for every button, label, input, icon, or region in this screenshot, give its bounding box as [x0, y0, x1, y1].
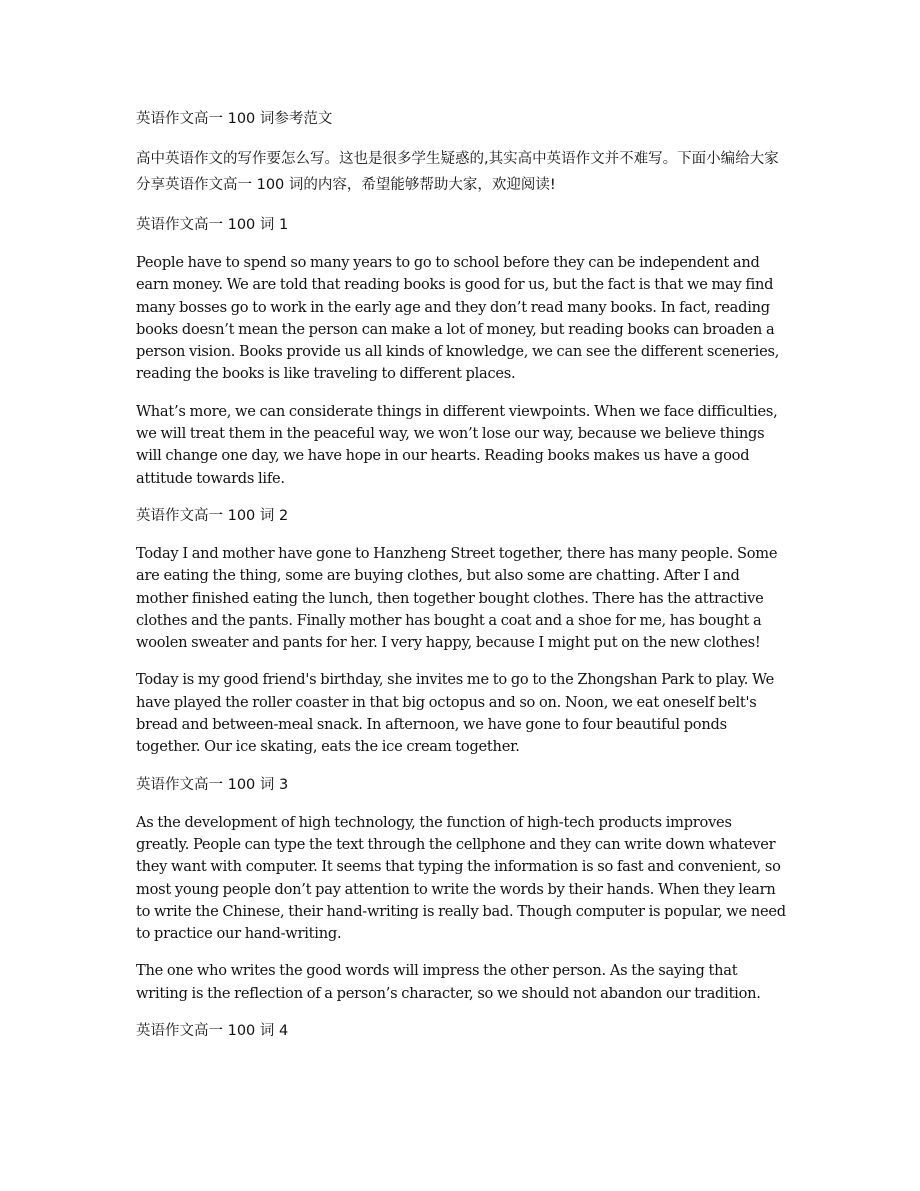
section-1-paragraph-1: People have to spend so many years to go to school before they can be independent and earn money. We are told that reading books is good for us, but the fact is that we may find many bosses go to work in the early age and they don’t read many books. In fact, reading books doesn’t mean the person can make a lot of money, but reading books can broaden a person vision. Books provide us all kinds of knowledge, we can see the different sceneries, reading the books is like traveling to different places.: [136, 254, 780, 383]
section-3-paragraph-1: As the development of high technology, the function of high-tech products improves greatly. People can type the text through the cellphone and they can write down whatever they want with computer. It seems that typing the information is so fast and convenient, so most young people don’t pay attention to write the words by their hands. When they learn to write the Chinese, their hand-writing is really bad. Though computer is popular, we need to practice our hand-writing.: [136, 813, 786, 943]
section-1-paragraph-2: What’s more, we can considerate things in different viewpoints. When we face difficulties, we will treat them in the peaceful way, we won’t lose our way, because we believe things will change one day, we have hope in our hearts. Reading books makes us have a good attitude towards life.: [136, 402, 778, 487]
section-heading-1: 英语作文高一 100 词 1: [136, 217, 289, 233]
section-heading-4: 英语作文高一 100 词 4: [136, 1023, 289, 1040]
section-2-paragraph-1: Today I and mother have gone to Hanzheng Street together, there has many people. Some are eating the thing, some are buying clothes, but also some are chatting. After I and mother finished eating the lunch, then together bought clothes. There has the attractive clothes and the pants. Finally mother has bought a coat and a shoe for me, has bought a woolen sweater and pants for her. I very happy, because I might put on the new clothes!: [136, 544, 778, 652]
section-3-paragraph-2: The one who writes the good words will impress the other person. As the saying that writing is the reflection of a person’s character, so we should not abandon our tradition.: [136, 962, 761, 1002]
section-heading-2: 英语作文高一 100 词 2: [136, 507, 289, 524]
section-2-paragraph-2: Today is my good friend's birthday, she invites me to go to the Zhongshan Park to play. We have played the roller coaster in that big octopus and so on. Noon, we eat oneself belt's bread and between-meal snack. In afternoon, we have gone to four beautiful ponds together. Our ice skating, eats the ice cream together.: [136, 671, 774, 756]
document-title: 英语作文高一 100 词参考范文: [136, 111, 333, 127]
section-heading-3: 英语作文高一 100 词 3: [136, 776, 289, 793]
intro-paragraph: 高中英语作文的写作要怎么写。这也是很多学生疑惑的,其实高中英语作文并不难写。下面小编给大家分享英语作文高一 100 词的内容，希望能够帮助大家，欢迎阅读!: [136, 151, 779, 193]
document-body: [136, 108, 788, 1058]
